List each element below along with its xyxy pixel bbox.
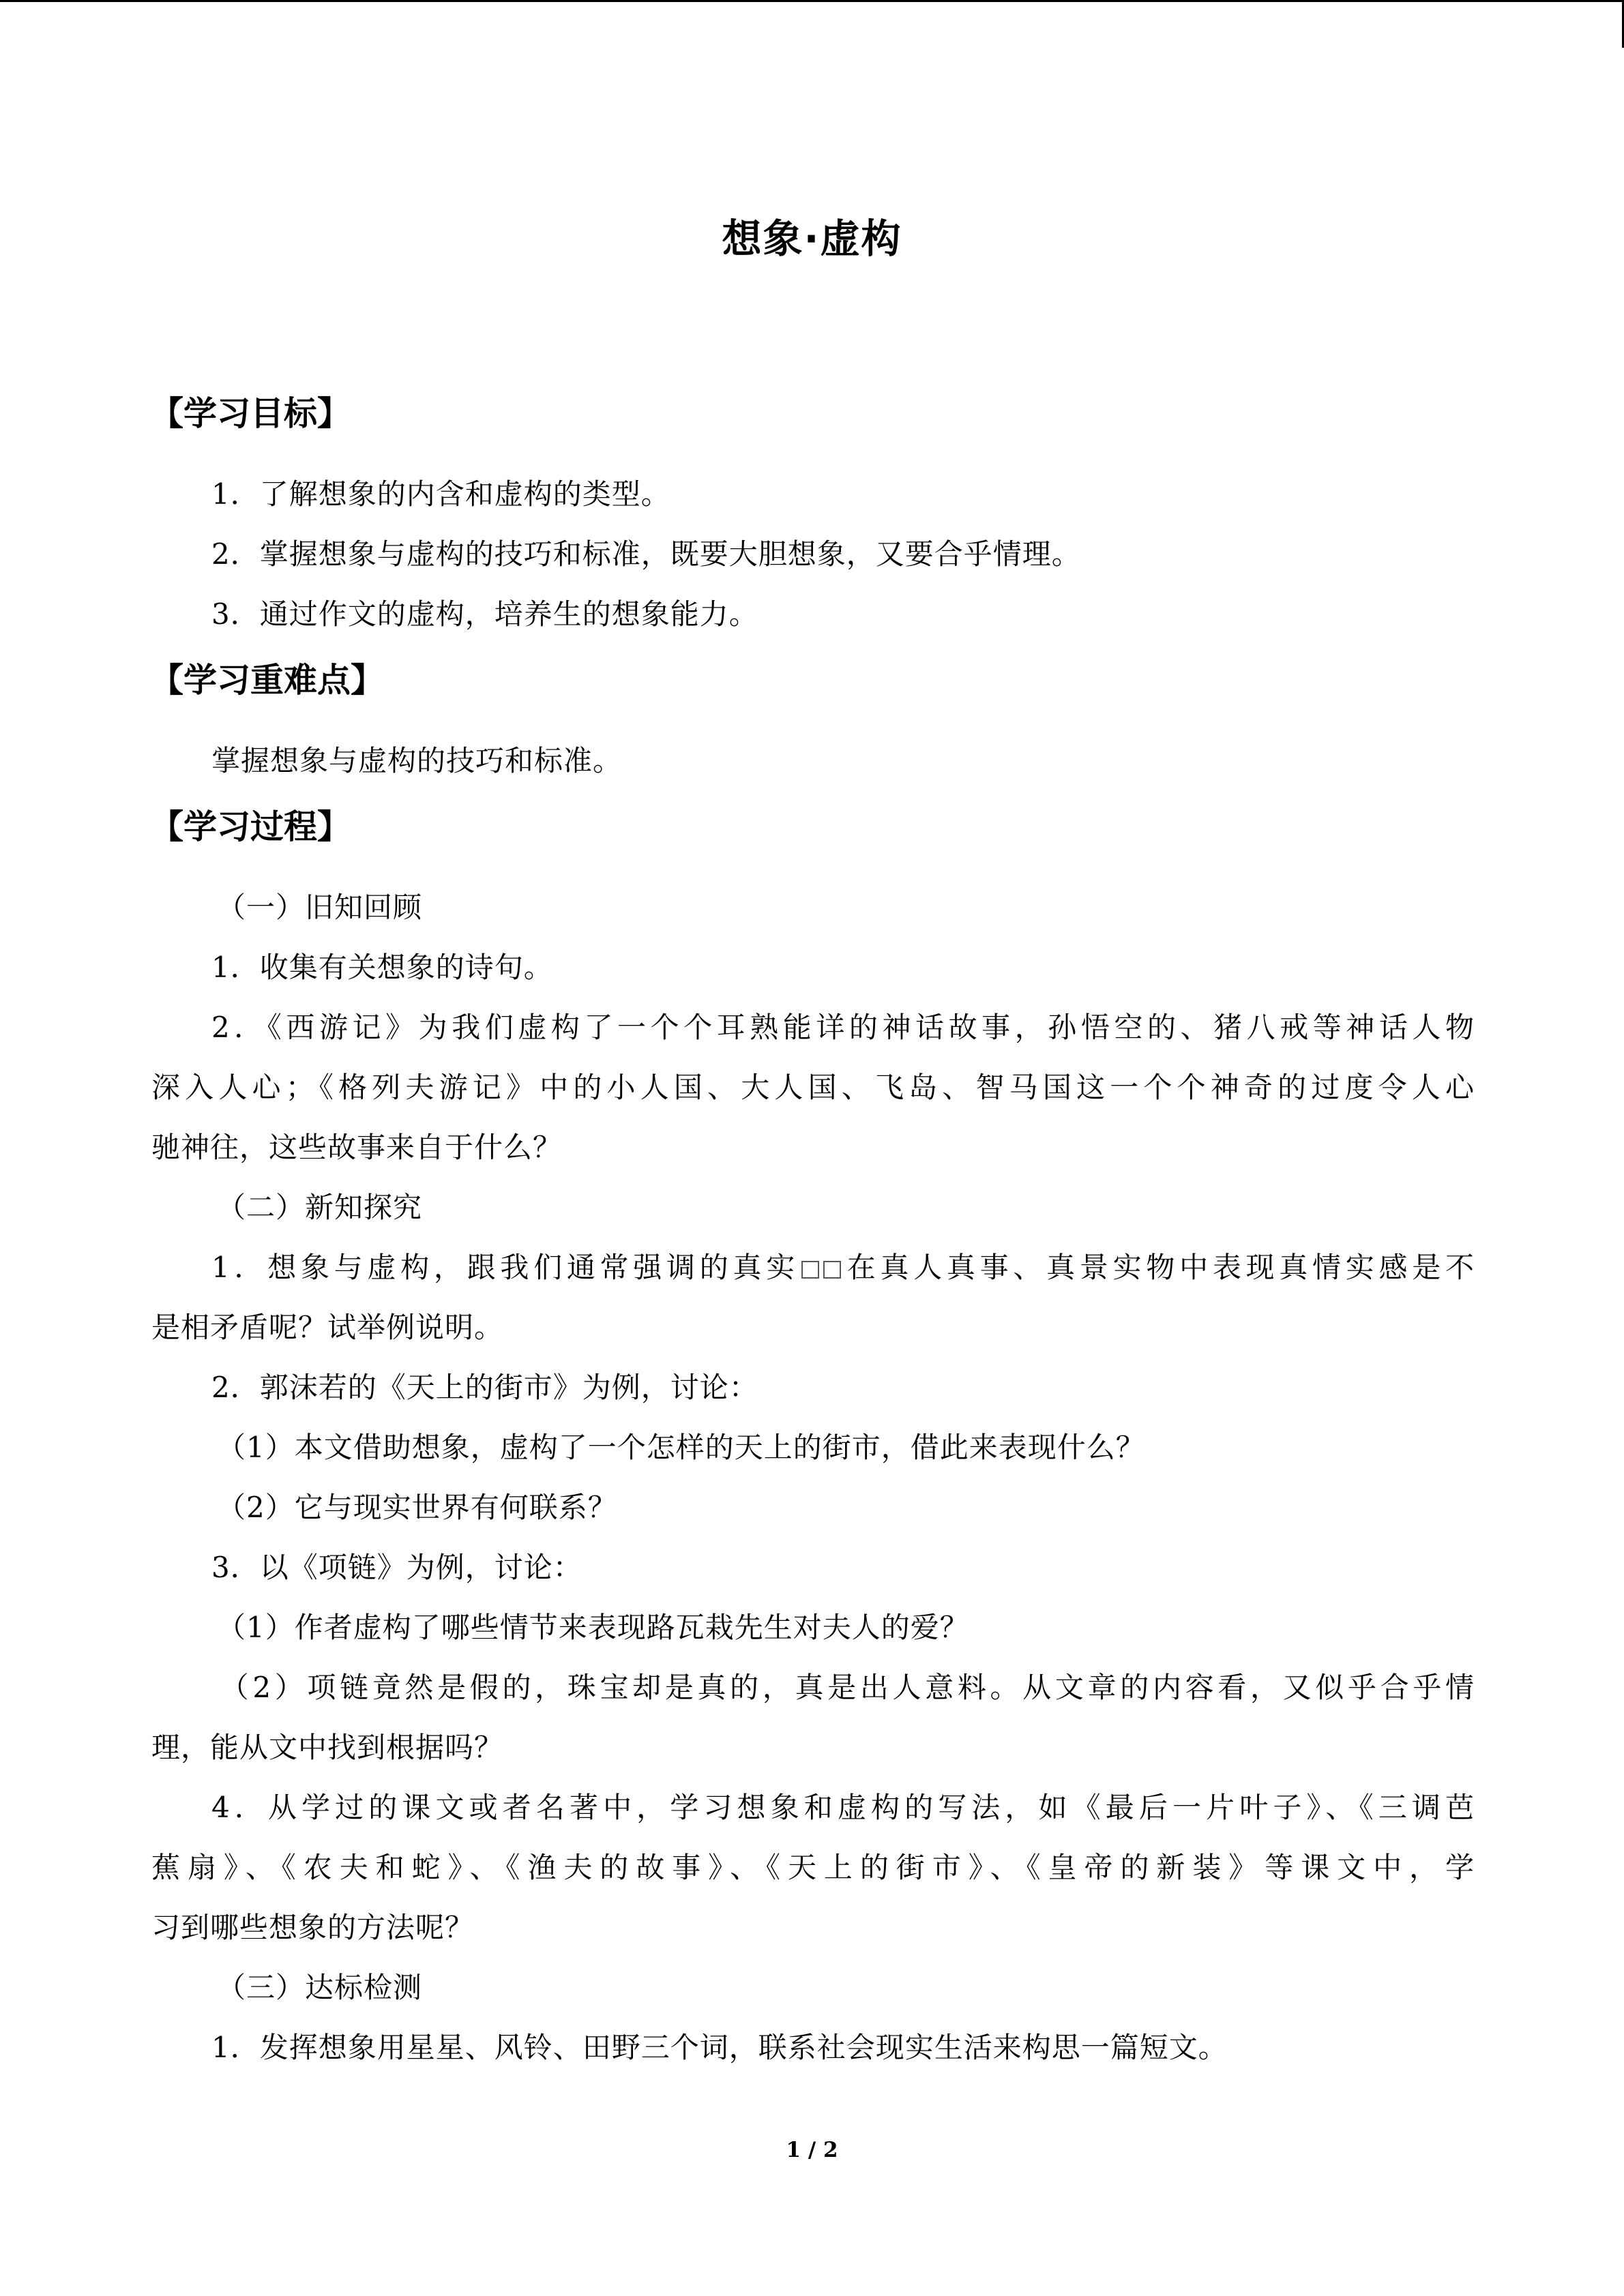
goals-heading: 【学习目标】 <box>150 394 351 433</box>
part1-item-2-line-3: 驰神往，这些故事来自于什么？ <box>151 1131 563 1164</box>
part2-item-4-line-2: 蕉扇》、《农夫和蛇》、《渔夫的故事》、《天上的街市》、《皇帝的新装》等课文中，学 <box>151 1851 1475 1884</box>
process-heading: 【学习过程】 <box>150 807 351 846</box>
goal-item-1: 1．了解想象的内含和虚构的类型。 <box>211 477 670 511</box>
document-title: 想象·虚构 <box>722 215 902 262</box>
part3-label: （三）达标检测 <box>217 1971 423 2004</box>
part2-item-4-line-1: 4．从学过的课文或者名著中，学习想象和虚构的写法，如《最后一片叶子》、《三调芭 <box>211 1791 1475 1824</box>
keypoints-text: 掌握想象与虚构的技巧和标准。 <box>211 744 623 777</box>
part2-item-3-question-2-line-2: 理，能从文中找到根据吗？ <box>151 1731 504 1764</box>
part1-label: （一）旧知回顾 <box>217 891 423 924</box>
part2-item-1-line-2: 是相矛盾呢？试举例说明。 <box>151 1311 504 1344</box>
page-number: 1 / 2 <box>786 2138 838 2162</box>
part2-item-1-line-1: 1．想象与虚构，跟我们通常强调的真实 在真人真事、真景实物中表现真情实感是不 <box>211 1251 1475 1284</box>
part2-item-4-line-3: 习到哪些想象的方法呢？ <box>151 1911 475 1944</box>
part2-item-2-question-1: （1）本文借助想象，虚构了一个怎样的天上的街市，借此来表现什么？ <box>217 1431 1145 1464</box>
missing-glyph-box <box>823 1261 841 1279</box>
part2-label: （二）新知探究 <box>217 1191 423 1224</box>
part2-item-3: 3．以《项链》为例，讨论： <box>211 1551 582 1584</box>
keypoints-heading: 【学习重难点】 <box>150 661 385 700</box>
part3-item-1: 1．发挥想象用星星、风铃、田野三个词，联系社会现实生活来构思一篇短文。 <box>211 2031 1228 2064</box>
part1-item-2-line-2: 深入人心；《格列夫游记》中的小人国、大人国、飞岛、智马国这一个个神奇的过度令人心 <box>151 1071 1475 1104</box>
part2-item-2: 2．郭沫若的《天上的街市》为例，讨论： <box>211 1371 758 1404</box>
part1-item-2-line-1: 2．《西游记》为我们虚构了一个个耳熟能详的神话故事，孙悟空的、猪八戒等神话人物 <box>211 1011 1475 1044</box>
goal-item-3: 3．通过作文的虚构，培养生的想象能力。 <box>211 597 758 631</box>
page-top-border <box>0 0 1624 2</box>
goal-item-2: 2．掌握想象与虚构的技巧和标准，既要大胆想象，又要合乎情理。 <box>211 537 1081 571</box>
part2-item-3-question-2-line-1: （2）项链竟然是假的，珠宝却是真的，真是出人意料。从文章的内容看，又似乎合乎情 <box>217 1671 1475 1704</box>
missing-glyph-box <box>801 1261 819 1279</box>
part2-item-2-question-2: （2）它与现实世界有何联系？ <box>217 1491 617 1524</box>
part2-item-3-question-1: （1）作者虚构了哪些情节来表现路瓦栽先生对夫人的爱？ <box>217 1611 969 1644</box>
part1-item-1: 1．收集有关想象的诗句。 <box>211 951 553 984</box>
